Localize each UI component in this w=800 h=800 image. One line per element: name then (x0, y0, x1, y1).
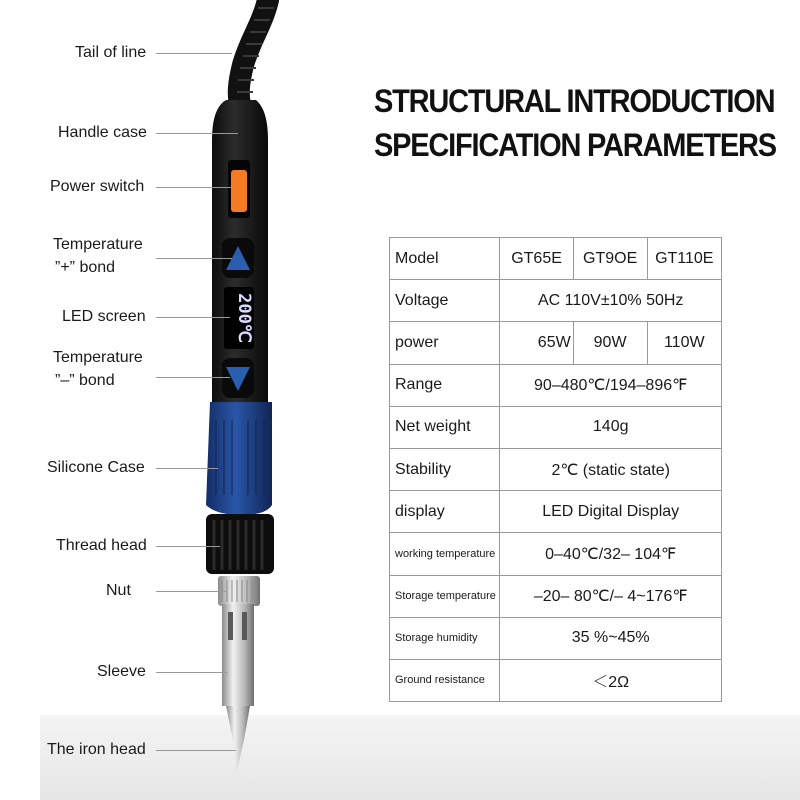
label-led-screen: LED screen (62, 308, 146, 325)
spec-key: power (390, 322, 500, 364)
leader-thread (156, 546, 220, 547)
spec-value: AC 110V±10% 50Hz (500, 280, 722, 322)
spec-key: Storage temperature (390, 575, 500, 617)
label-temp-minus (53, 346, 143, 392)
spec-value: 90W (573, 322, 647, 364)
spec-key: Voltage (390, 280, 500, 322)
spec-value: –20– 80℃/– 4~176℉ (500, 575, 722, 617)
power-switch (231, 170, 247, 212)
spec-value: 2℃ (static state) (500, 448, 722, 490)
cable (239, 0, 268, 105)
label-sleeve: Sleeve (97, 663, 146, 680)
label-temp-plus (53, 233, 143, 279)
leader-silicone (156, 468, 218, 469)
spec-value: 0–40℃/32– 104℉ (500, 533, 722, 575)
iron-head (226, 706, 250, 775)
spec-key: Storage humidity (390, 617, 500, 659)
spec-row-power (390, 322, 722, 364)
spec-table (389, 237, 722, 702)
spec-row-stability (390, 448, 722, 490)
leader-sleeve (156, 672, 228, 673)
label-temp-plus-line1: Temperature (53, 236, 143, 253)
spec-value: GT9OE (573, 238, 647, 280)
leader-nut (156, 591, 226, 592)
spec-key: Stability (390, 448, 500, 490)
leader-tail (156, 53, 232, 54)
spec-key: Model (390, 238, 500, 280)
label-tail-of-line: Tail of line (75, 44, 147, 61)
leader-plus (156, 258, 232, 259)
thread-head (206, 514, 274, 574)
spec-value: ＜2Ω (500, 659, 722, 701)
sleeve (222, 604, 254, 706)
spec-row-working-temp (390, 533, 722, 575)
leader-minus (156, 377, 230, 378)
spec-row-range (390, 364, 722, 406)
leader-switch (156, 187, 238, 188)
thread-ribs (214, 520, 262, 570)
spec-value: 65W (500, 322, 573, 364)
label-temp-minus-line2: ”–” bond (55, 372, 115, 389)
spec-row-weight (390, 406, 722, 448)
heading-structural-introduction: STRUCTURAL INTRODUCTION (374, 84, 775, 120)
label-power-switch: Power switch (50, 178, 145, 195)
label-thread-head: Thread head (56, 537, 147, 554)
spec-row-storage-humidity (390, 617, 722, 659)
leader-iron (156, 750, 236, 751)
spec-row-model (390, 238, 722, 280)
label-handle-case: Handle case (58, 124, 147, 141)
spec-value: 110W (647, 322, 721, 364)
spec-value: GT110E (647, 238, 721, 280)
spec-key: Ground resistance (390, 659, 500, 701)
spec-key: Net weight (390, 406, 500, 448)
spec-row-ground-resistance (390, 659, 722, 701)
spec-key: Range (390, 364, 500, 406)
spec-value: 35 %~45% (500, 617, 722, 659)
spec-row-storage-temp (390, 575, 722, 617)
spec-row-display (390, 491, 722, 533)
label-temp-minus-line1: Temperature (53, 349, 143, 366)
label-iron-head: The iron head (47, 741, 146, 758)
label-temp-plus-line2: ”+” bond (55, 259, 116, 276)
leader-handle (156, 133, 238, 134)
spec-value: LED Digital Display (500, 491, 722, 533)
label-nut: Nut (106, 582, 131, 599)
spec-row-voltage (390, 280, 722, 322)
spec-key: display (390, 491, 500, 533)
spec-value: 140g (500, 406, 722, 448)
spec-value: GT65E (500, 238, 573, 280)
label-silicone-case: Silicone Case (47, 459, 145, 476)
spec-value: 90–480℃/194–896℉ (500, 364, 722, 406)
led-screen-digits: 200℃ (234, 293, 254, 343)
spec-key: working temperature (390, 533, 500, 575)
leader-led (156, 317, 230, 318)
heading-specification-parameters: SPECIFICATION PARAMETERS (374, 128, 776, 164)
